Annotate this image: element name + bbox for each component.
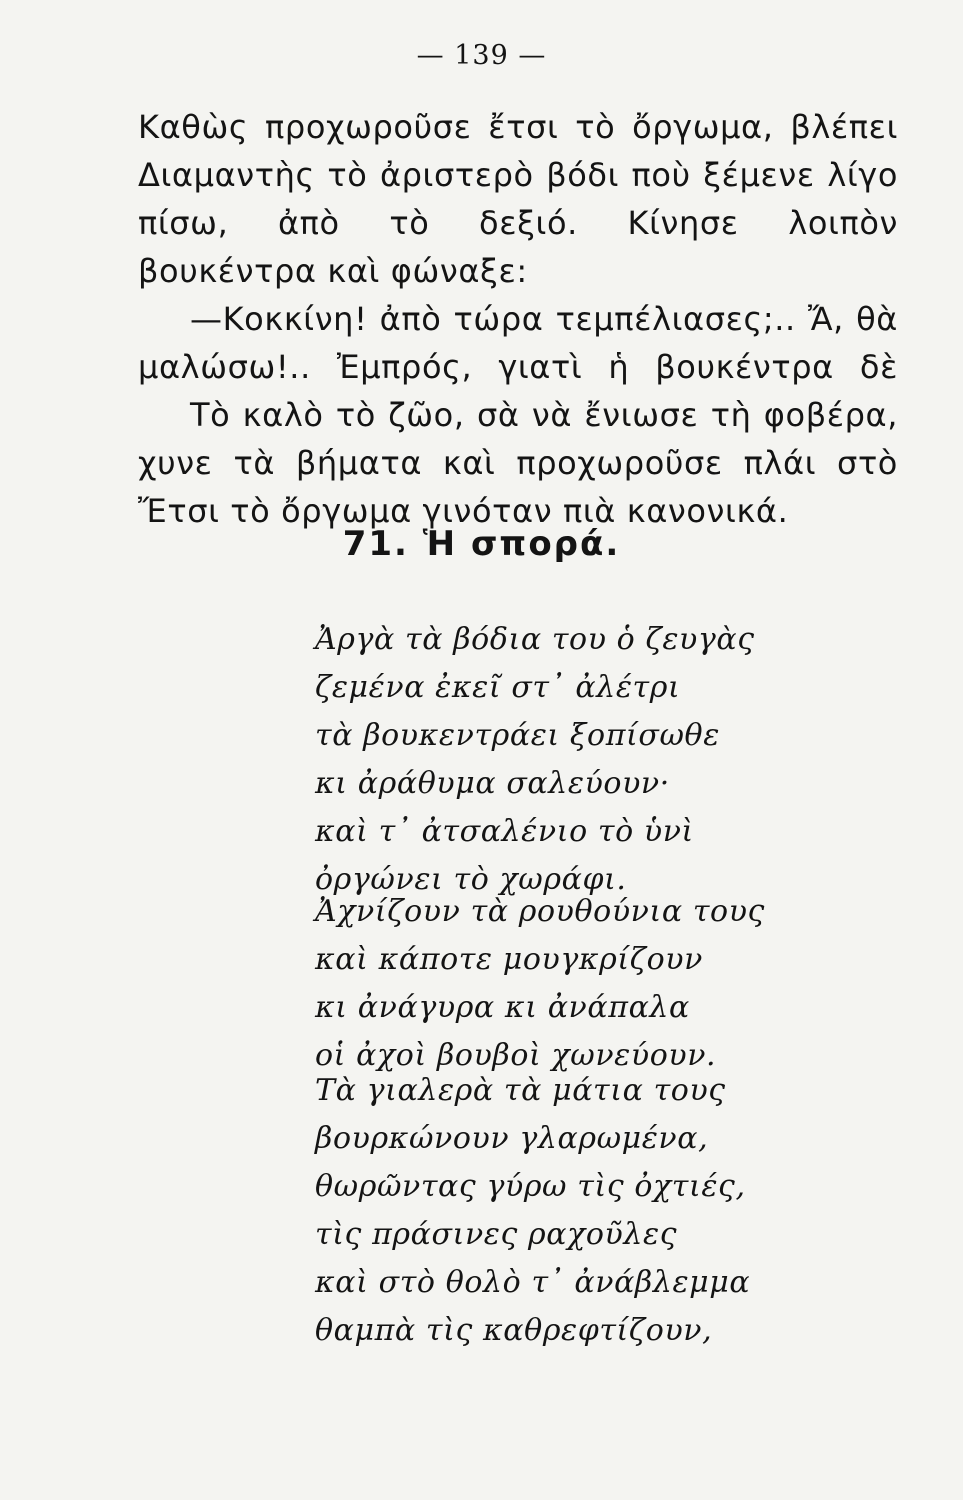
page-number: — 139 — [416, 40, 547, 71]
prose-line: Διαμαντὴς τὸ ἀριστερὸ βόδι ποὺ ξέμενε λίγο [138, 156, 898, 194]
poem-line: ὀργώνει τὸ χωράφι. [315, 862, 627, 897]
poem-line: καὶ τ᾿ ἀτσαλένιο τὸ ὑνὶ [315, 814, 694, 849]
poem-line: Ἀχνίζουν τὰ ρουθούνια τους [315, 894, 765, 929]
prose-line: Τὸ καλὸ τὸ ζῶο, σὰ νὰ ἔνιωσε τὴ φοβέρα, [190, 396, 898, 434]
poem-line: θαμπὰ τὶς καθρεφτίζουν, [315, 1313, 713, 1348]
prose-line: —Κοκκίνη! ἀπὸ τώρα τεμπέλιασες;.. Ἄ, θὰ [190, 300, 898, 338]
poem-line: βουρκώνουν γλαρωμένα, [315, 1121, 709, 1156]
poem-line: καὶ στὸ θολὸ τ᾿ ἀνάβλεμμα [315, 1265, 751, 1300]
poem-line: Ἀργὰ τὰ βόδια του ὁ ζευγὰς [315, 622, 755, 657]
section-heading: 71. Ἡ σπορά. [342, 524, 621, 564]
poem-stanza-3 [315, 1067, 875, 1355]
poem-line: Τὰ γιαλερὰ τὰ μάτια τους [315, 1073, 726, 1108]
prose-line: βουκέντρα καὶ φώναξε: [138, 252, 528, 290]
poem-stanza-2 [315, 888, 875, 1080]
poem-stanza-1 [315, 616, 875, 904]
poem-line: τὶς πράσινες ραχοῦλες [315, 1217, 678, 1252]
prose-line: Καθὼς προχωροῦσε ἔτσι τὸ ὄργωμα, βλέπει [138, 108, 898, 146]
prose-line: χυνε τὰ βήματα καὶ προχωροῦσε πλάι στὸ [138, 444, 898, 482]
prose-line: Ἔτσι τὸ ὄργωμα γινόταν πιὰ κανονικά. [138, 492, 789, 530]
prose-paragraphs [138, 103, 898, 535]
poem-line: οἱ ἀχοὶ βουβοὶ χωνεύουν. [315, 1038, 717, 1073]
poem-line: κι ἀνάγυρα κι ἀνάπαλα [315, 990, 690, 1025]
poem-line: κι ἀράθυμα σαλεύουν· [315, 766, 670, 801]
poem-line: καὶ κάποτε μουγκρίζουν [315, 942, 703, 977]
prose-line: πίσω, ἀπὸ τὸ δεξιό. Κίνησε λοιπὸν [138, 204, 898, 242]
poem-line: τὰ βουκεντράει ξοπίσωθε [315, 718, 720, 753]
poem-line: ζεμένα ἐκεῖ στ᾿ ἀλέτρι [315, 670, 681, 705]
poem-line: θωρῶντας γύρω τὶς ὀχτιές, [315, 1169, 746, 1204]
prose-line: μαλώσω!.. Ἐμπρός, γιατὶ ἡ βουκέντρα δὲ [138, 348, 898, 386]
